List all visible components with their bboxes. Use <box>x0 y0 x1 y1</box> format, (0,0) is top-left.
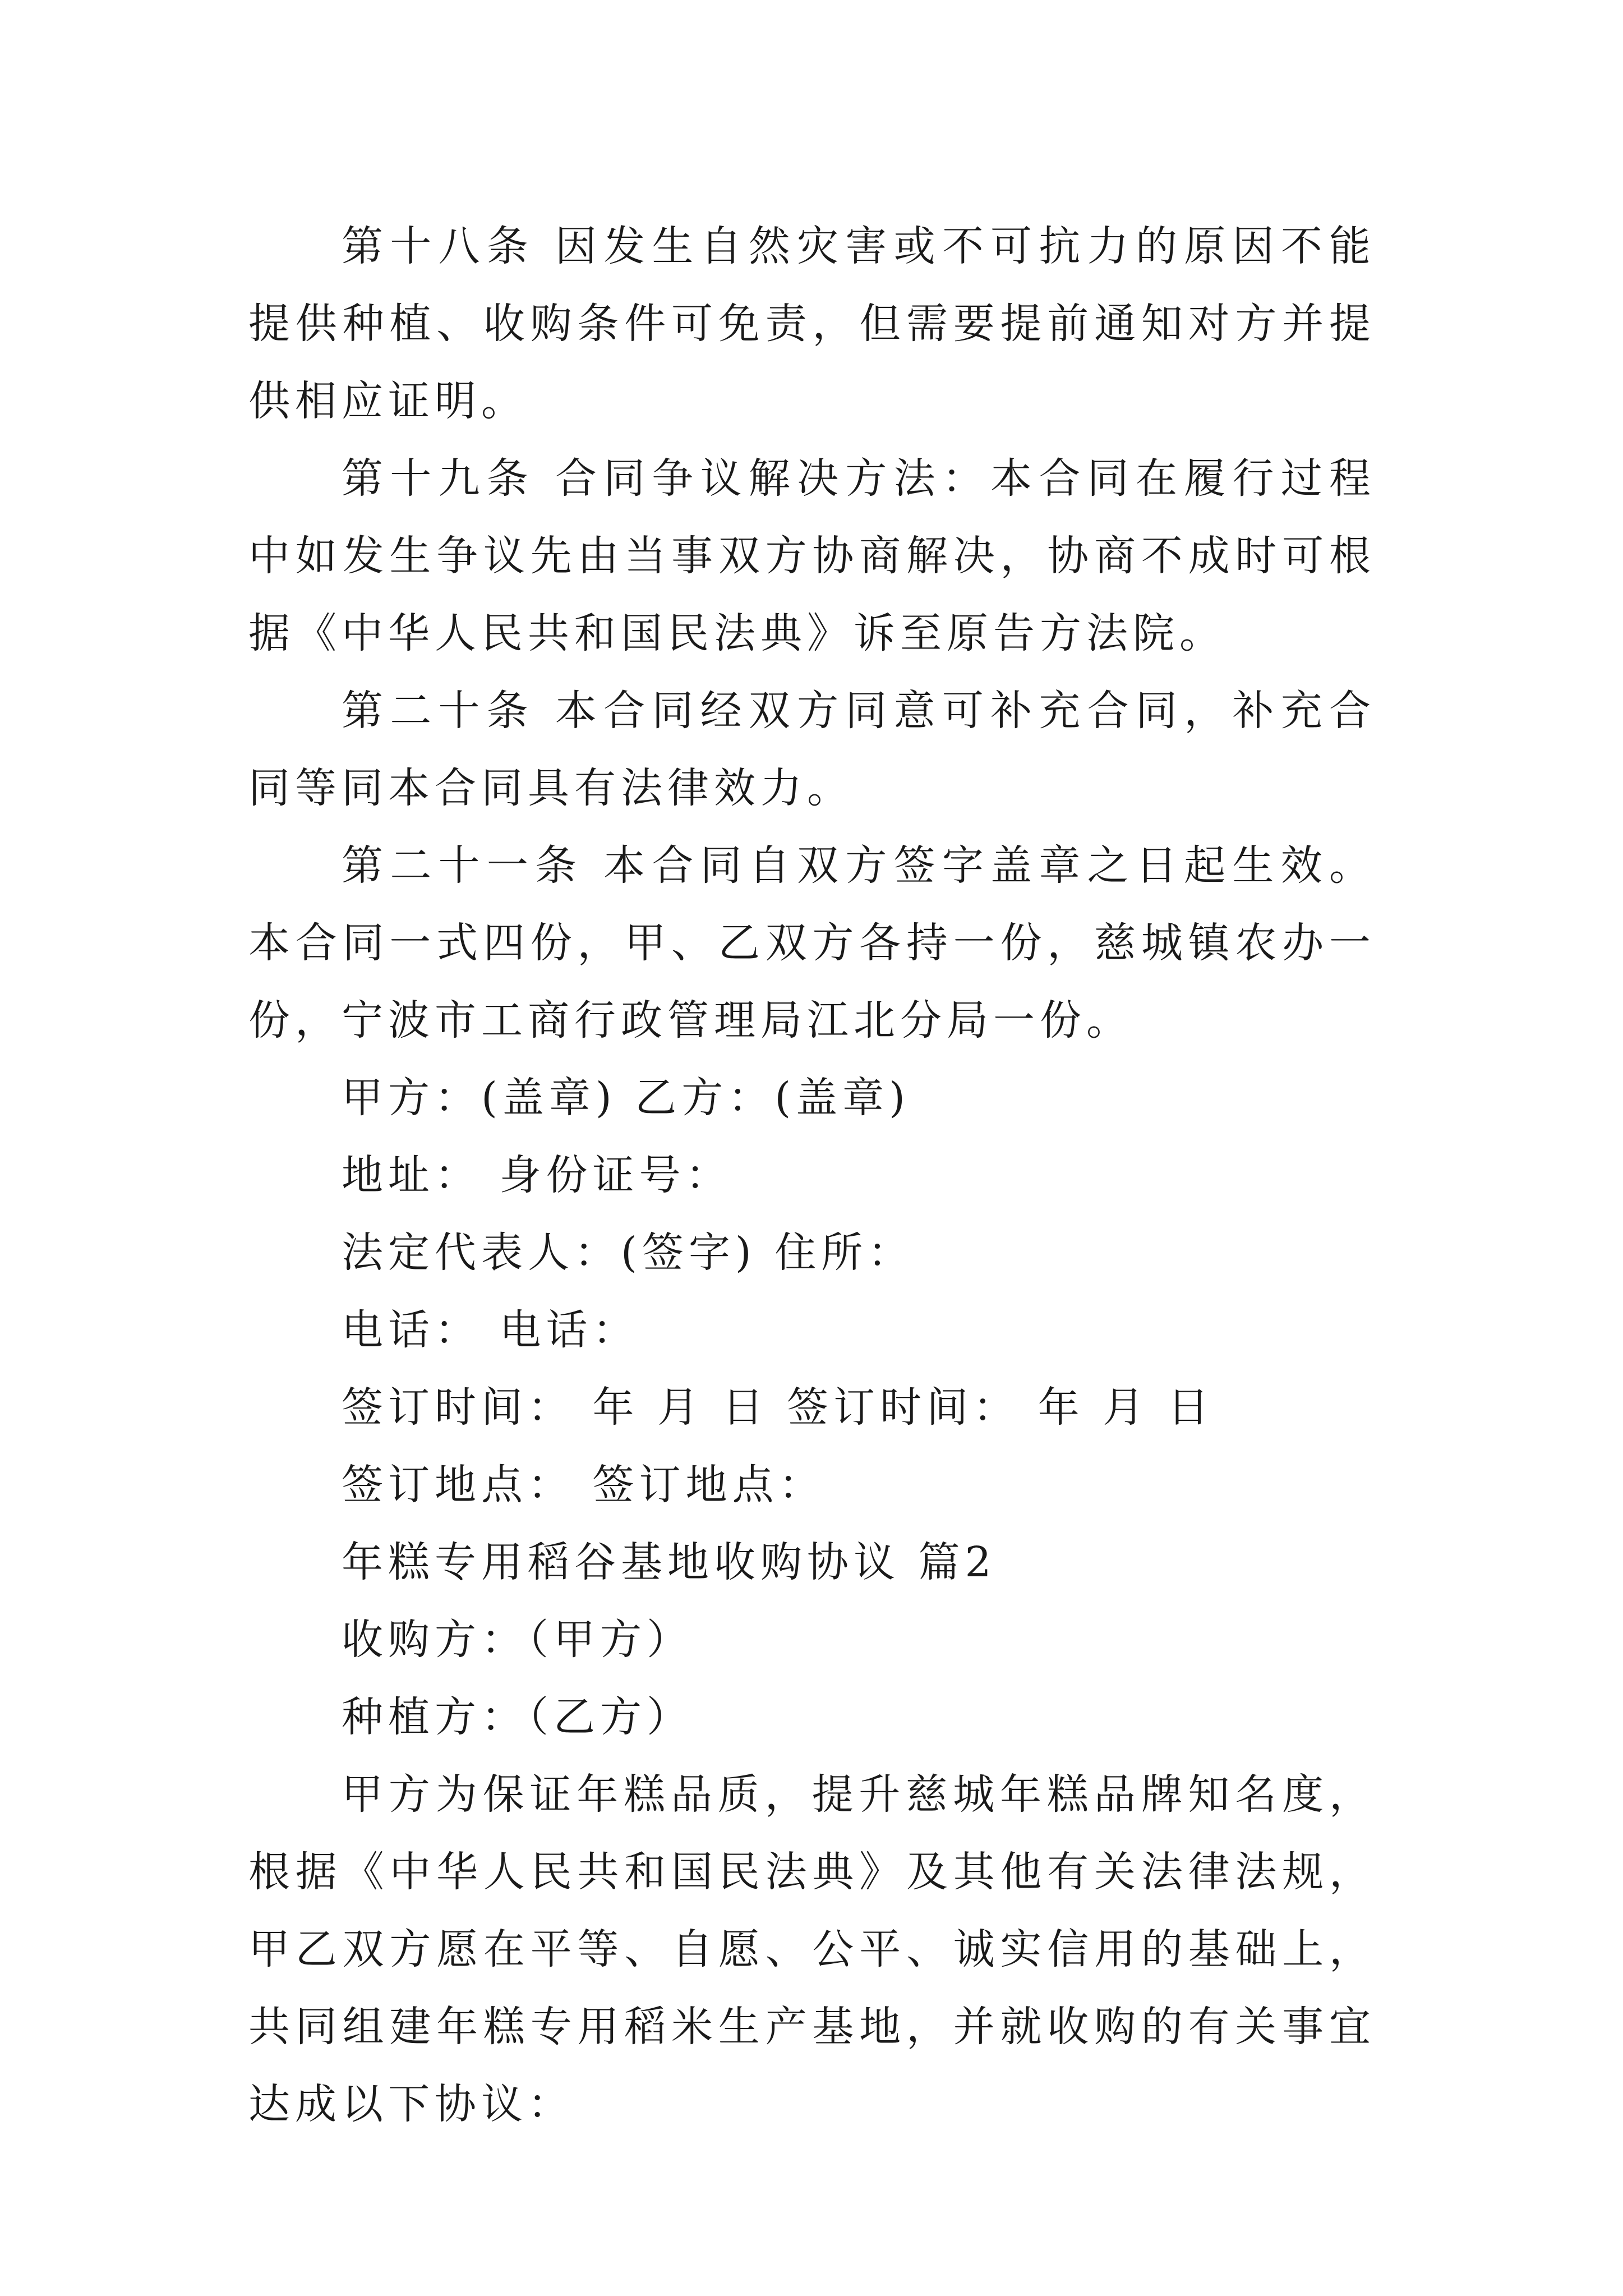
article-18-paragraph: 第十八条 因发生自然灾害或不可抗力的原因不能提供种植、收购条件可免责，但需要提前通知对方并提供相应证明。 <box>248 222 1376 425</box>
signature-seal-line: 甲方：(盖章) 乙方：(盖章) <box>342 1074 911 1122</box>
signature-representative-line: 法定代表人：(签字) 住所： <box>342 1228 915 1277</box>
grower-party-line: 种植方：（乙方） <box>342 1693 693 1741</box>
document-body <box>248 208 1376 2143</box>
signature-date-line: 签订时间： 年 月 日 签订时间： 年 月 日 <box>342 1383 1214 1432</box>
article-19-paragraph: 第十九条 合同争议解决方法：本合同在履行过程中如发生争议先由当事双方协商解决，协商不成时可根据《中华人民共和国民法典》诉至原告方法院。 <box>248 454 1376 657</box>
signature-phone-line: 电话： 电话： <box>342 1306 639 1354</box>
signature-place-line: 签订地点： 签订地点： <box>342 1461 826 1509</box>
intro-paragraph: 甲方为保证年糕品质，提升慈城年糕品牌知名度，根据《中华人民共和国民法典》及其他有关法律法规，甲乙双方愿在平等、自愿、公平、诚实信用的基础上，共同组建年糕专用稻米生产基地，并就收购的有关事宜达成以下协议： <box>248 1770 1376 2128</box>
article-21-paragraph: 第二十一条 本合同自双方签字盖章之日起生效。本合同一式四份，甲、乙双方各持一份，慈城镇农办一份，宁波市工商行政管理局江北分局一份。 <box>248 841 1376 1045</box>
article-20-paragraph: 第二十条 本合同经双方同意可补充合同，补充合同等同本合同具有法律效力。 <box>248 687 1376 812</box>
signature-address-line: 地址： 身份证号： <box>342 1151 732 1199</box>
section-title: 年糕专用稻谷基地收购协议 篇2 <box>342 1538 997 1586</box>
buyer-party-line: 收购方：（甲方） <box>342 1616 693 1664</box>
